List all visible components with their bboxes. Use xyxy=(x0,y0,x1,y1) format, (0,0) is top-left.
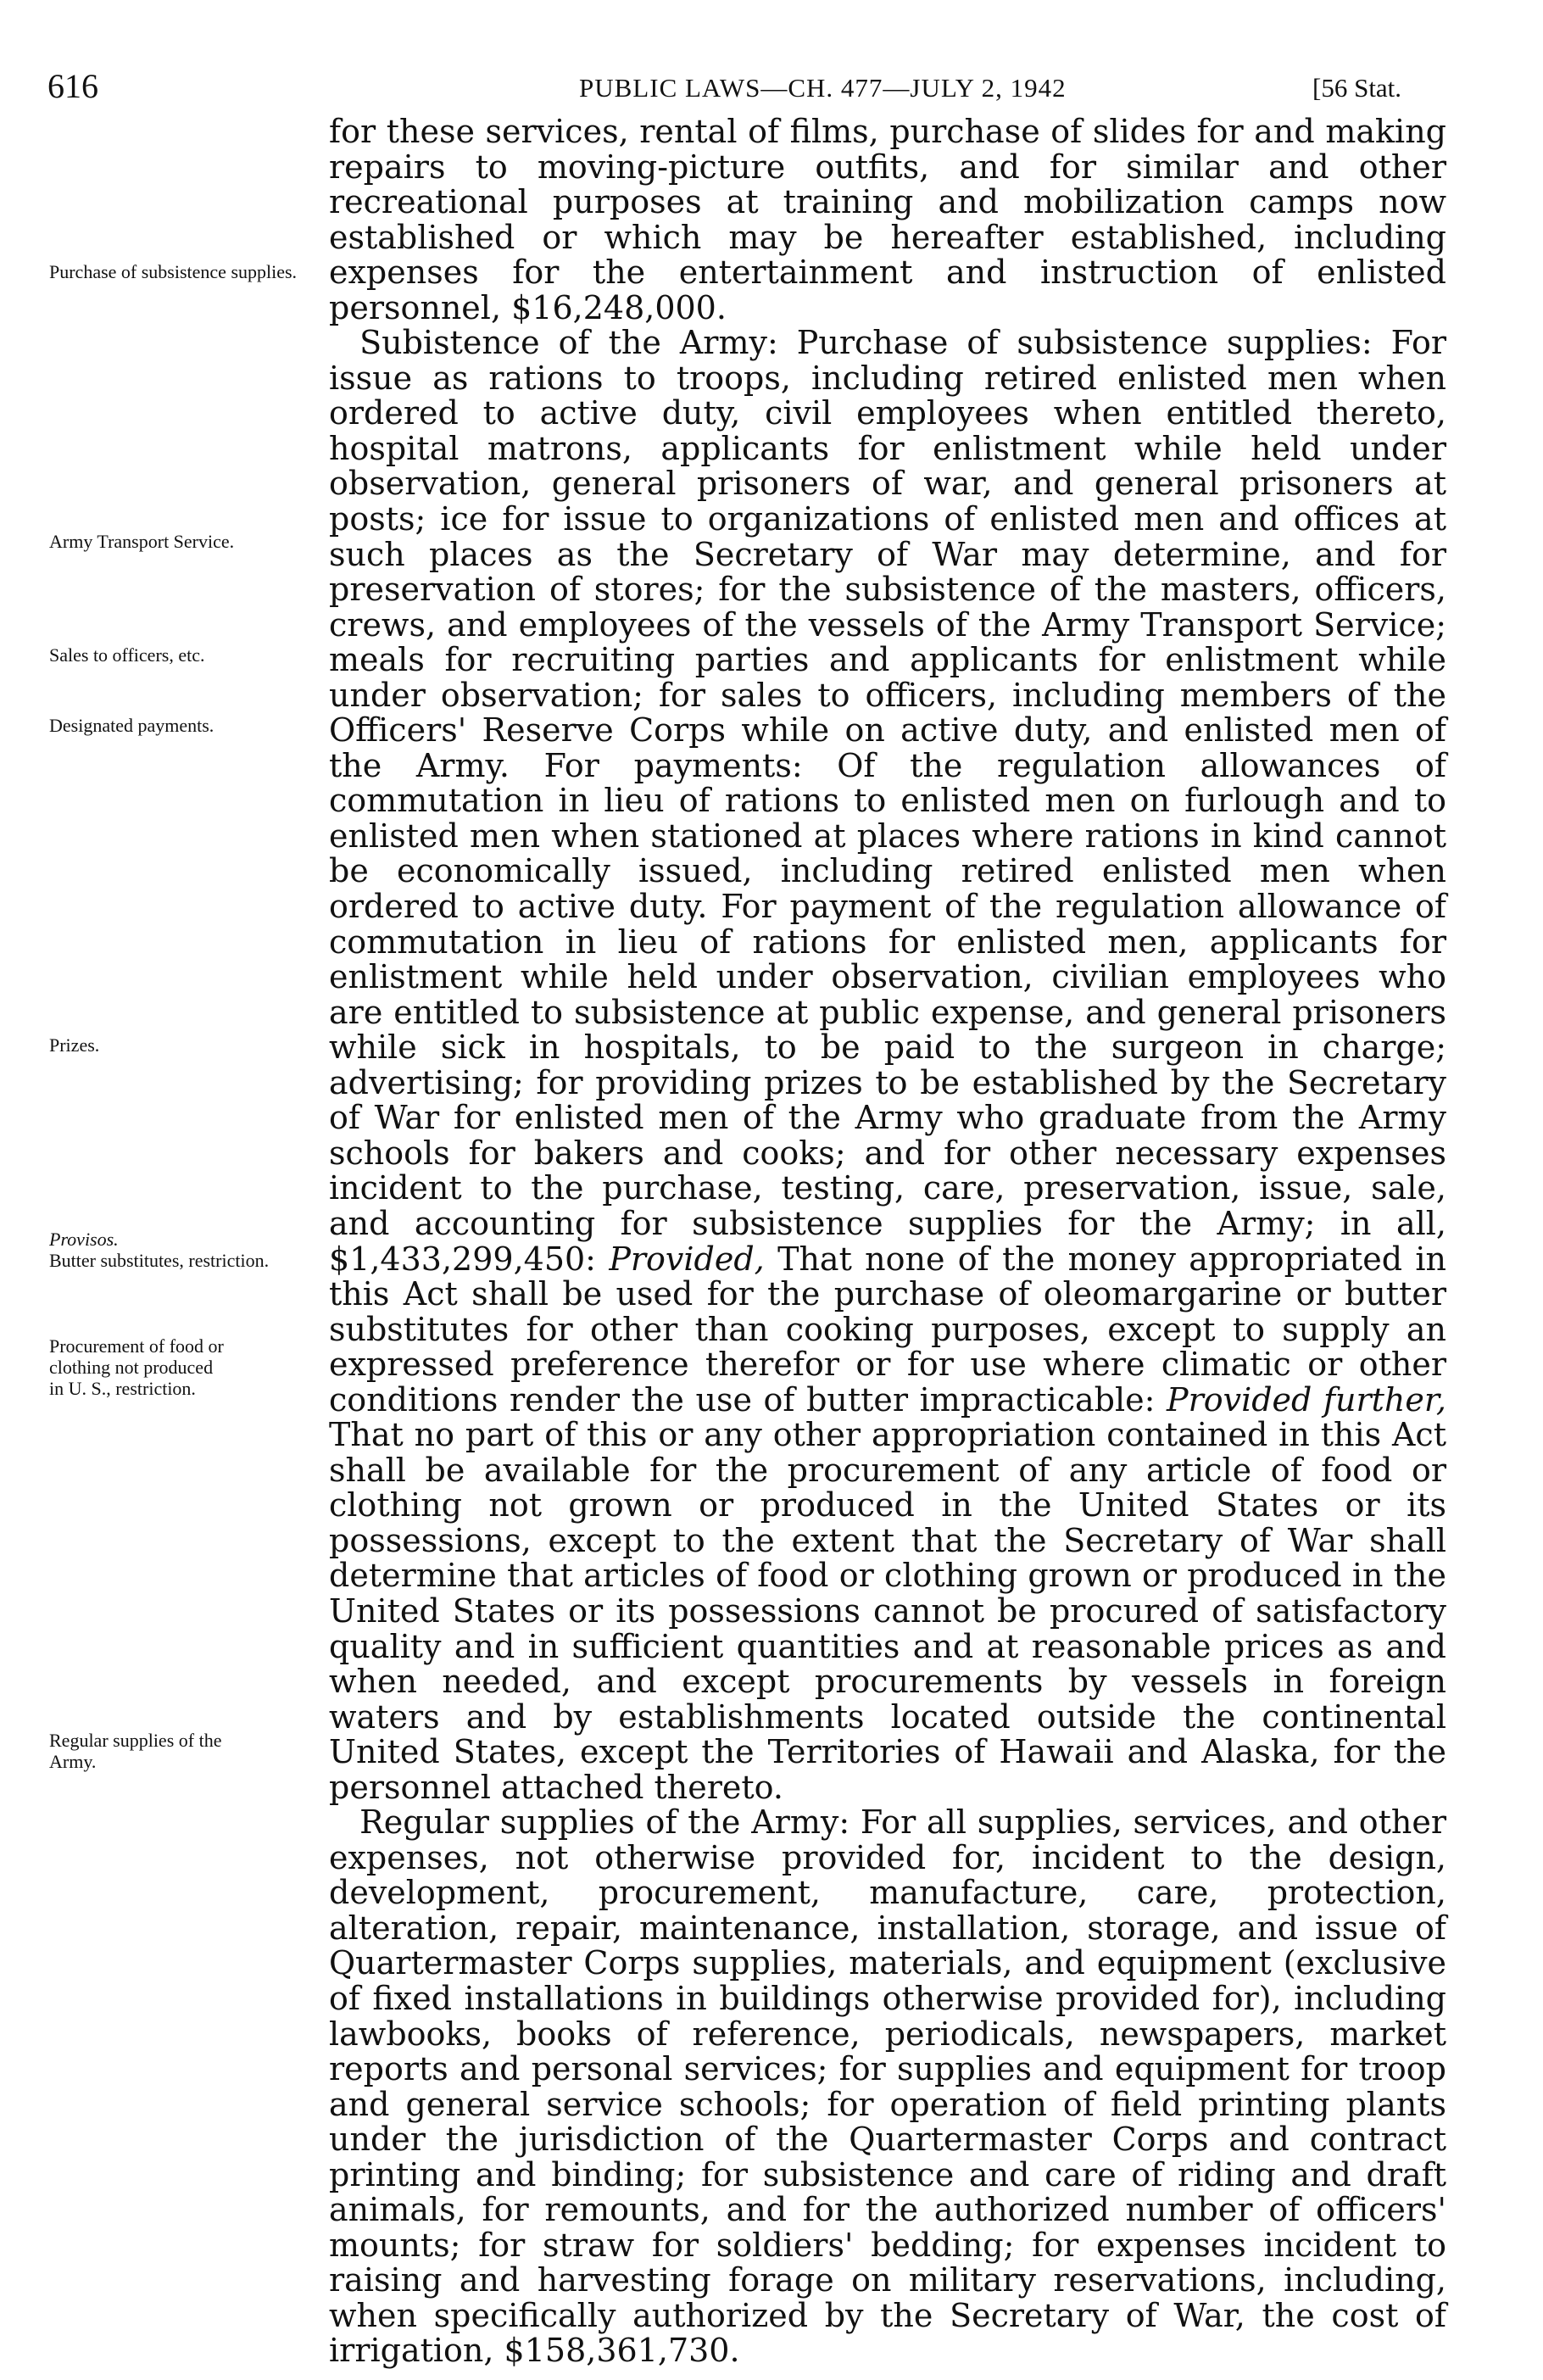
margin-note-procurement: Procurement of food or clothing not produced in U. S., restriction. xyxy=(49,1335,224,1399)
volume-reference: [56 Stat. xyxy=(1312,73,1402,103)
main-text-column xyxy=(329,114,1446,2369)
margin-note-designated-payments: Designated payments. xyxy=(49,715,214,736)
subsistence-text-a: Subistence of the Army: Purchase of subsistence supplies: For issue as rations to troops, including retired enlisted men when ordered to active duty, civil employees when entitled thereto, hospital matrons, applicants for enlistment while held under observation, general prisoners of war, and general prisoners at posts; ice for issue to organizations of enlisted men and offices at such places as the Secretary of War may determine, and for preservation of stores; for the subsistence of the masters, officers, crews, and employees of the vessels of the Army Transport Service; meals for recruiting parties and applicants for enlistment while under observation; for sales to officers, including members of the Officers' Reserve Corps while on active duty, and enlisted men of the Army. For payments: Of the regulation allowances of commutation in lieu of rations to enlisted men on furlough and to enlisted men when stationed at places where rations in kind cannot be economically issued, including retired enlisted men when ordered to active duty. For payment of the regulation allowance of commutation in lieu of rations for enlisted men, applicants for enlistment while held under observation, civilian employees who are entitled to subsistence at public expense, and general prisoners while sick in hospitals, to be paid to the surgeon in charge; advertising; for providing prizes to be established by the Secretary of War for enlisted men of the Army who graduate from the Army schools for bakers and cooks; and for other necessary expenses incident to the purchase, testing, care, preservation, issue, sale, and accounting for subsistence supplies for the Army; in all, $1,433,299,450: xyxy=(329,324,1446,1278)
margin-note-prizes: Prizes. xyxy=(49,1034,100,1056)
page-number: 616 xyxy=(47,67,98,105)
margin-note-purchase-subsistence: Purchase of subsistence supplies. xyxy=(49,261,298,282)
provided-keyword: Provided, xyxy=(609,1240,765,1278)
margin-note-sales-to-officers: Sales to officers, etc. xyxy=(49,644,205,666)
margin-note-regular-supplies: Regular supplies of the Army. xyxy=(49,1730,222,1772)
subsistence-text-c: That no part of this or any other appropriation contained in this Act shall be available for the procurement of any article of food or clothing not grown or produced in the United States or its possessions, except to the extent that the Secretary of War shall determine that articles of food or clothing grown or produced in the United States or its possessions cannot be procured of satisfactory quality and in sufficient quantities and at reasonable prices as and when needed, and except procurements by vessels in foreign waters and by establishments located outside the continental United States, except the Territories of Hawaii and Alaska, for the personnel attached thereto. xyxy=(329,1416,1446,1806)
subsistence-text-b: That none of the money appropriated in this Act shall be used for the purchase of oleomargarine or butter substitutes for other than cooking purposes, except to supply an expressed preference therefor or for use where climatic or other conditions render the use of butter impracticable: xyxy=(329,1240,1446,1419)
butter-substitutes-note: Butter substitutes, restriction. xyxy=(49,1250,270,1271)
paragraph-regular-supplies: Regular supplies of the Army: For all supplies, services, and other expenses, not otherwise provided for, incident to the design, development, procurement, manufacture, care, protection, alteration, repair, maintenance, installation, storage, and issue of Quartermaster Corps supplies, materials, and equipment (exclusive of fixed installations in buildings otherwise provided for), including lawbooks, books of reference, periodicals, newspapers, market reports and personal services; for supplies and equipment for troop and general service schools; for operation of field printing plants under the jurisdiction of the Quartermaster Corps and contract printing and binding; for subsistence and care of riding and draft animals, for remounts, and for the authorized number of officers' mounts; for straw for soldiers' bedding; for expenses incident to raising and harvesting forage on military reservations, including, when specifically authorized by the Secretary of War, the cost of irrigation, $158,361,730. xyxy=(329,1803,1446,2370)
provisos-label: Provisos. xyxy=(49,1229,119,1250)
margin-note-army-transport: Army Transport Service. xyxy=(49,531,235,552)
paragraph-subsistence xyxy=(329,326,1446,1805)
running-head: PUBLIC LAWS—CH. 477—JULY 2, 1942 xyxy=(579,73,1067,103)
provided-further-keyword: Provided further, xyxy=(1167,1380,1446,1419)
page-header xyxy=(0,66,1543,109)
paragraph-recreation: for these services, rental of films, purchase of slides for and making repairs to moving-picture outfits, and for similar and other recreational purposes at training and mobilization camps now established or which may be hereafter established, including expenses for the entertainment and instruction of enlisted personnel, $16,248,000. xyxy=(329,113,1446,326)
margin-note-provisos xyxy=(49,1229,329,1271)
